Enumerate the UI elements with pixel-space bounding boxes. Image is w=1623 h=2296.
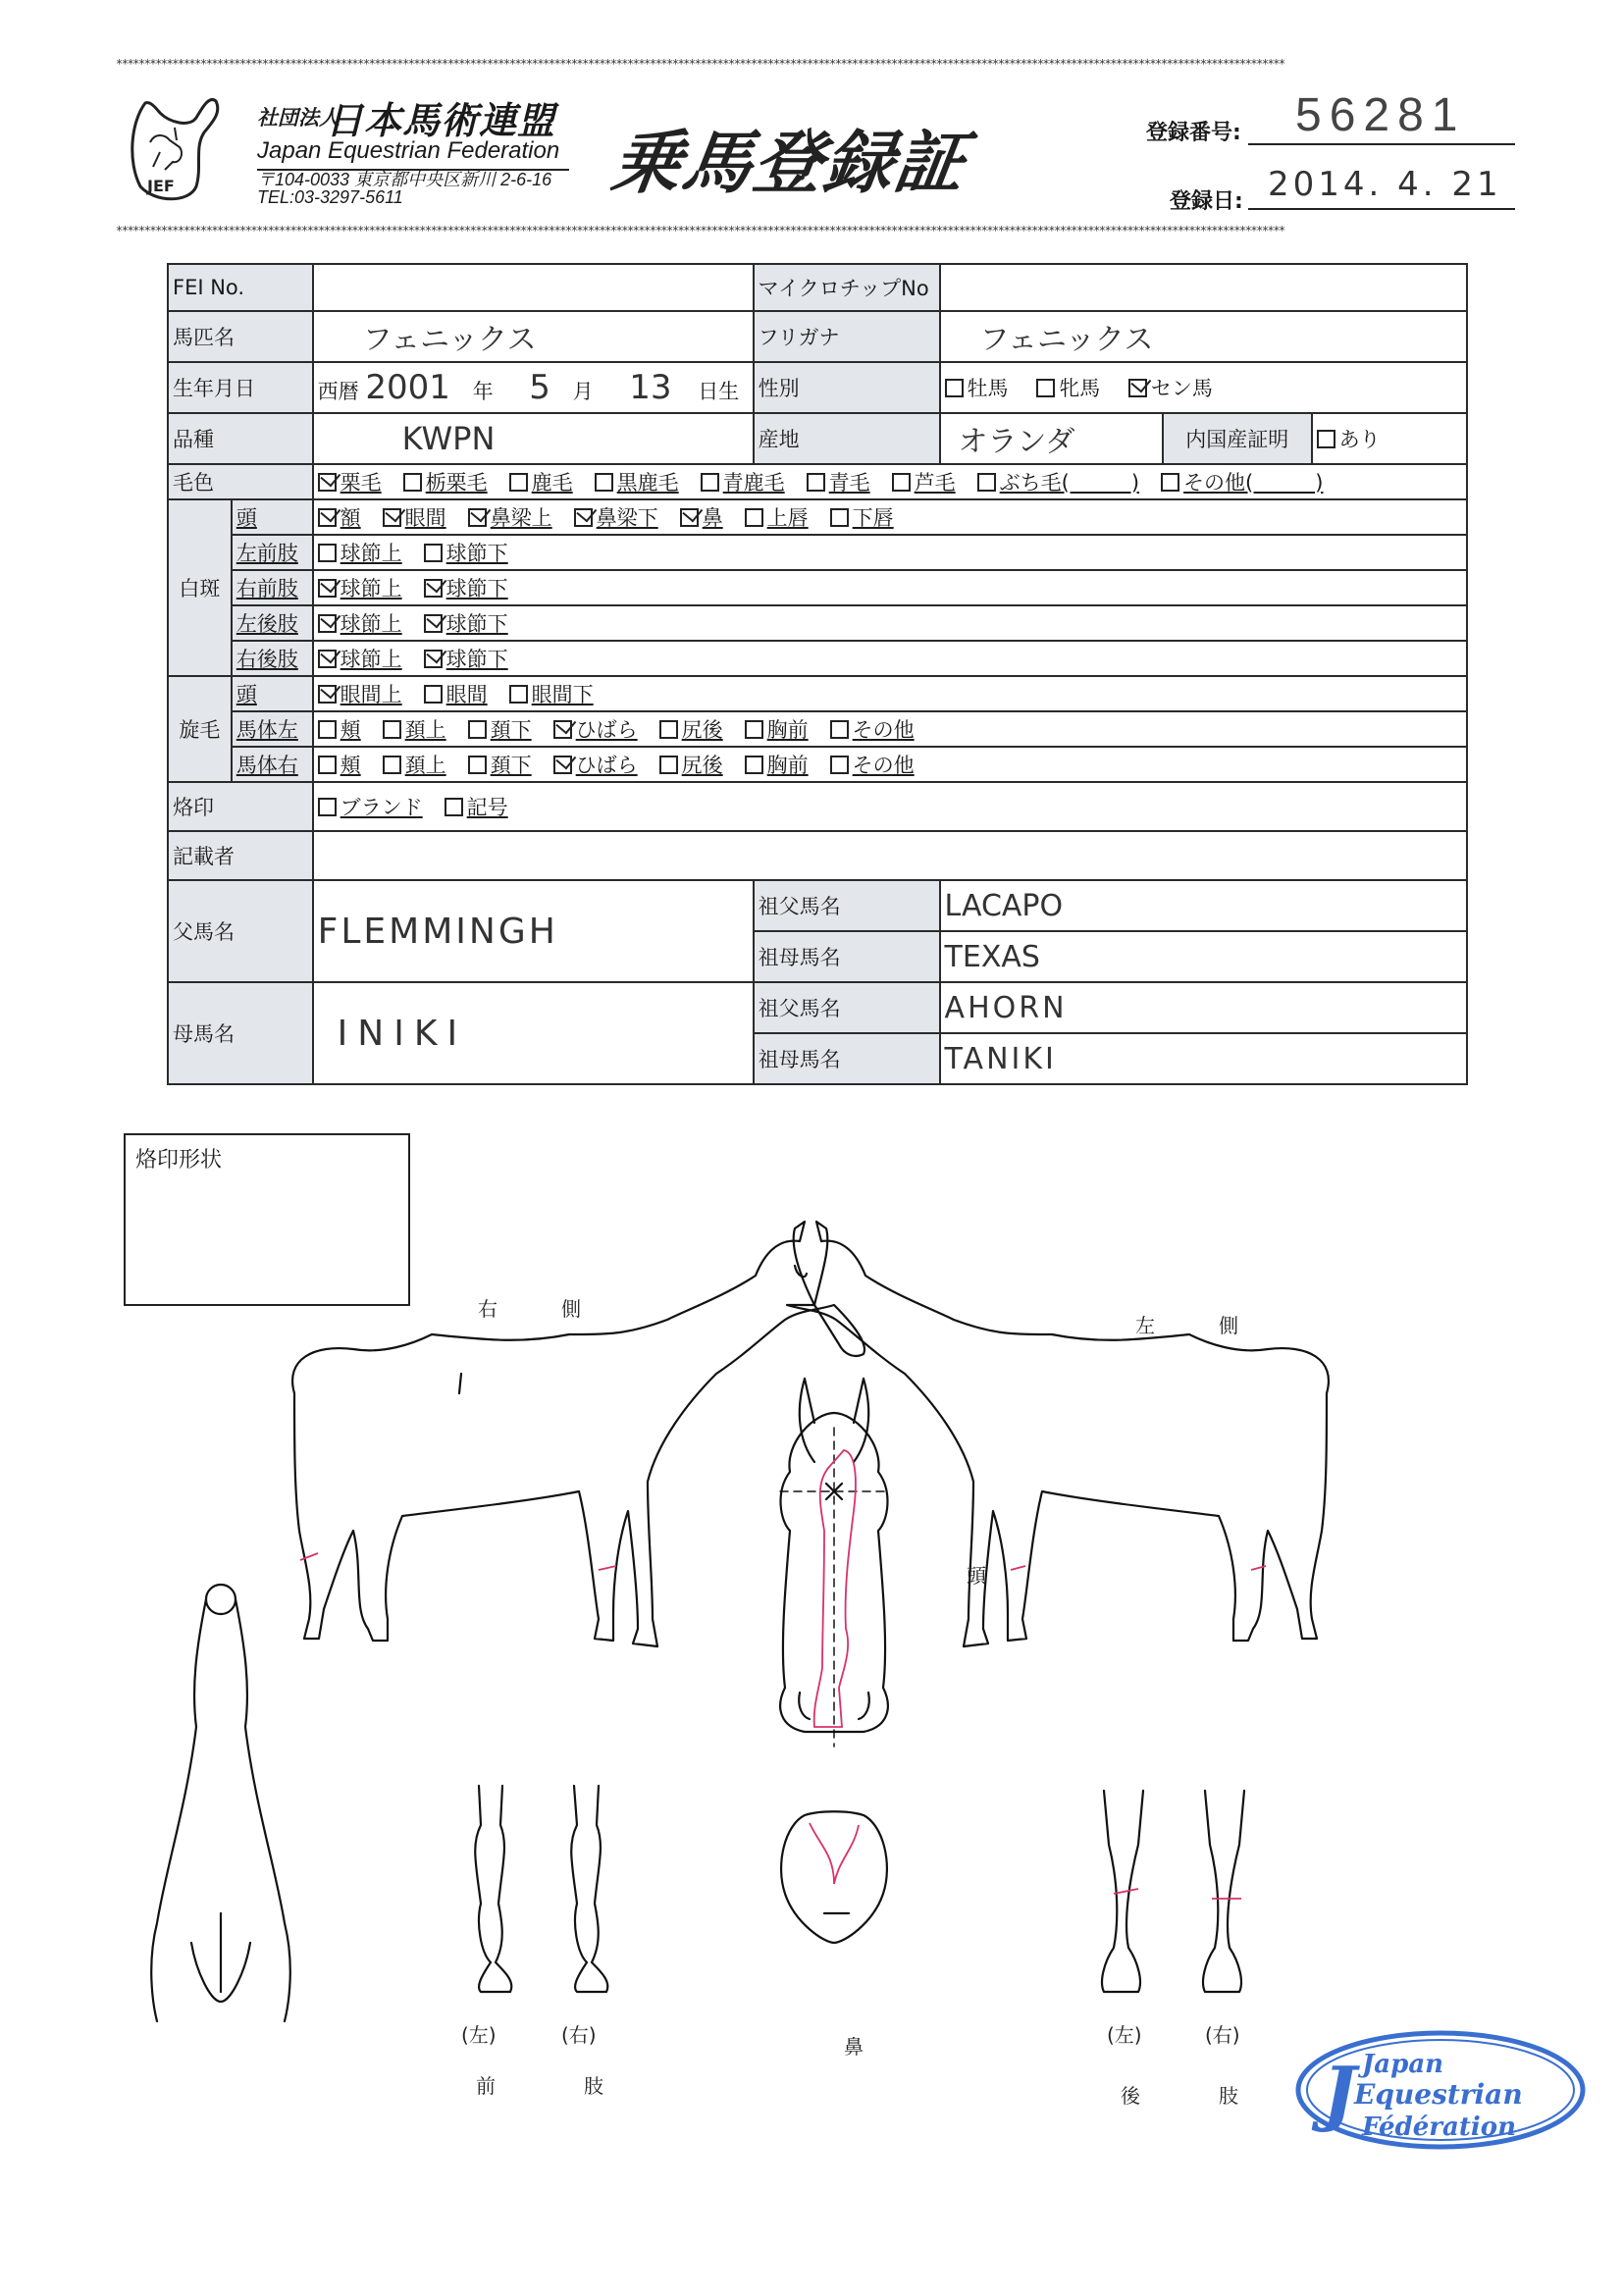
birth-day: 13 <box>629 368 672 407</box>
option-label: 胸前 <box>766 754 809 777</box>
recorder-label: 記載者 <box>168 831 313 880</box>
white-marks-part: 左後肢 <box>232 605 313 641</box>
origin-field[interactable]: オランダ <box>940 413 1163 464</box>
svg-text:J: J <box>1323 2051 1357 2134</box>
whorls-label: 旋毛 <box>168 676 232 782</box>
left-side-caption-2: 側 <box>1219 1314 1238 1337</box>
year-unit: 年 <box>472 380 494 403</box>
fore-caption-1: 前 <box>476 2074 496 2098</box>
svg-text:Equestrian: Equestrian <box>1354 2078 1523 2111</box>
option-label: 記号 <box>466 796 508 819</box>
dam-field[interactable]: INIKI <box>313 982 754 1084</box>
fore-caption-2: 肢 <box>584 2074 603 2098</box>
fei-no-label: FEI No. <box>168 264 313 311</box>
coat-label: 毛色 <box>168 464 313 499</box>
option-label: 額 <box>340 506 361 530</box>
document-title: 乗馬登録証 <box>606 123 971 203</box>
white-marks-part: 左前肢 <box>232 535 313 570</box>
option-label: 球節上 <box>340 577 402 600</box>
sire-dam-label: 祖母馬名 <box>754 931 940 982</box>
right-side-caption-1: 右 <box>478 1297 497 1321</box>
dam-label: 母馬名 <box>168 982 313 1084</box>
option-label: 球節上 <box>340 612 402 636</box>
tel-line: TEL:03-3297-5611 <box>257 187 403 207</box>
option-label: 頚上 <box>404 718 446 742</box>
white-marks-part: 右後肢 <box>232 641 313 676</box>
fore-left-caption: (左) <box>461 2023 497 2047</box>
option-label: 青鹿毛 <box>722 471 785 495</box>
hind-caption-1: 後 <box>1121 2084 1140 2108</box>
option-label: 鼻梁下 <box>596 506 658 530</box>
org-name-en: Japan Equestrian Federation <box>257 137 560 164</box>
furigana-field[interactable]: フェニックス <box>940 311 1467 362</box>
org-type: 社団法人 <box>257 106 340 130</box>
option-label: 牡馬 <box>967 377 1009 400</box>
brand-label: 烙印 <box>168 782 313 831</box>
option-label: 頚上 <box>404 754 446 777</box>
option-label: 芦毛 <box>914 471 956 495</box>
option-label: 眼間 <box>404 506 446 530</box>
option-label: 牝馬 <box>1059 377 1101 400</box>
option-label: ぶち毛( ) <box>999 471 1140 495</box>
birth-month: 5 <box>529 368 550 407</box>
microchip-label: マイクロチップNo <box>754 264 940 311</box>
horse-head-front-icon <box>780 1379 888 1747</box>
option-label: 頬 <box>340 754 361 777</box>
breed-field[interactable]: KWPN <box>313 413 754 464</box>
option-label: 尻後 <box>681 754 723 777</box>
option-label: 球節下 <box>445 542 508 565</box>
fore-right-caption: (右) <box>561 2023 597 2047</box>
star-border-bottom: **************************************************************************************************************************************************************************************************************** <box>116 224 1284 237</box>
breed-label: 品種 <box>168 413 313 464</box>
option-label: ひばら <box>575 754 638 777</box>
option-label: あり <box>1338 428 1381 451</box>
brand-shape-label: 烙印形状 <box>135 1148 223 1173</box>
option-label: 球節下 <box>445 648 508 671</box>
option-label: 球節下 <box>445 577 508 600</box>
option-label: その他 <box>852 718 915 742</box>
option-label: 胸前 <box>766 718 809 742</box>
fore-legs-icon <box>475 1786 607 1992</box>
birth-year: 2001 <box>365 368 450 407</box>
option-label: ブランド <box>340 796 423 819</box>
whorls-part: 馬体左 <box>232 711 313 747</box>
option-label: 頚下 <box>490 718 532 742</box>
option-label: 栗毛 <box>340 471 382 495</box>
option-label: 眼間上 <box>340 683 402 706</box>
sire-field[interactable]: FLEMMINGH <box>313 880 754 982</box>
domestic-cert-label: 内国産証明 <box>1163 413 1312 464</box>
horse-name-field[interactable]: フェニックス <box>313 311 754 362</box>
dam-dam-label: 祖母馬名 <box>754 1033 940 1084</box>
option-label: 頚下 <box>490 754 532 777</box>
left-side-caption-1: 左 <box>1135 1314 1155 1337</box>
reg-number-label: 登録番号: <box>1146 121 1241 145</box>
white-marks-part: 頭 <box>232 499 313 535</box>
svg-text:Fédération: Fédération <box>1362 2113 1516 2142</box>
option-label: セン馬 <box>1150 377 1213 400</box>
muzzle-caption: 鼻 <box>844 2035 864 2059</box>
sire-dam-field[interactable]: TEXAS <box>940 931 1467 982</box>
sire-label: 父馬名 <box>168 880 313 982</box>
option-label: 鼻 <box>702 506 723 530</box>
white-marks-label: 白斑 <box>168 499 232 676</box>
furigana-label: フリガナ <box>754 311 940 362</box>
option-label: 尻後 <box>681 718 723 742</box>
address-line: 〒104-0033 東京都中央区新川 2-6-16 <box>257 170 552 189</box>
reg-date-value: 2014. 4. 21 <box>1268 165 1502 204</box>
day-unit: 日生 <box>698 380 740 403</box>
option-label: 球節下 <box>445 612 508 636</box>
whorls-part: 馬体右 <box>232 747 313 782</box>
option-label: 黒鹿毛 <box>616 471 679 495</box>
option-label: 球節上 <box>340 648 402 671</box>
hind-caption-2: 肢 <box>1219 2084 1238 2108</box>
head-caption: 頭 <box>967 1564 986 1588</box>
svg-text:Japan: Japan <box>1362 2050 1444 2079</box>
option-label: 鼻梁上 <box>490 506 552 530</box>
option-label: 栃栗毛 <box>425 471 488 495</box>
reg-date-label: 登録日: <box>1170 189 1243 214</box>
option-label: 眼間 <box>445 683 488 706</box>
jef-stamp-icon <box>1293 2029 1588 2152</box>
reg-number-value: 56281 <box>1295 89 1466 141</box>
hind-left-caption: (左) <box>1107 2023 1142 2047</box>
dam-sire-field[interactable]: AHORN <box>940 982 1467 1033</box>
option-label: その他( ) <box>1183 471 1324 495</box>
month-unit: 月 <box>572 380 594 403</box>
option-label: 鹿毛 <box>531 471 573 495</box>
option-label: その他 <box>852 754 915 777</box>
origin-label: 産地 <box>754 413 940 464</box>
star-border-top: **************************************************************************************************************************************************************************************************************** <box>116 57 1284 71</box>
option-label: 球節上 <box>340 542 402 565</box>
sire-sire-label: 祖父馬名 <box>754 880 940 931</box>
option-label: 眼間下 <box>531 683 594 706</box>
horse-top-view-icon <box>151 1585 290 2021</box>
option-label: ひばら <box>575 718 638 742</box>
era-label: 西暦 <box>317 380 359 403</box>
horse-name-label: 馬匹名 <box>168 311 313 362</box>
birth-date-label: 生年月日 <box>168 362 313 413</box>
dam-sire-label: 祖父馬名 <box>754 982 940 1033</box>
svg-text:JEF: JEF <box>147 177 175 195</box>
horse-right-side-icon <box>292 1222 864 1646</box>
option-label: 下唇 <box>852 506 894 530</box>
sire-sire-field[interactable]: LACAPO <box>940 880 1467 931</box>
option-label: 上唇 <box>766 506 809 530</box>
right-side-caption-2: 側 <box>561 1297 581 1321</box>
hind-right-caption: (右) <box>1205 2023 1240 2047</box>
dam-dam-field[interactable]: TANIKI <box>940 1033 1467 1084</box>
option-label: 頬 <box>340 718 361 742</box>
sex-label: 性別 <box>754 362 940 413</box>
org-name-jp: 日本馬術連盟 <box>326 99 556 142</box>
whorls-part: 頭 <box>232 676 313 711</box>
white-marks-part: 右前肢 <box>232 570 313 605</box>
option-label: 青毛 <box>828 471 870 495</box>
